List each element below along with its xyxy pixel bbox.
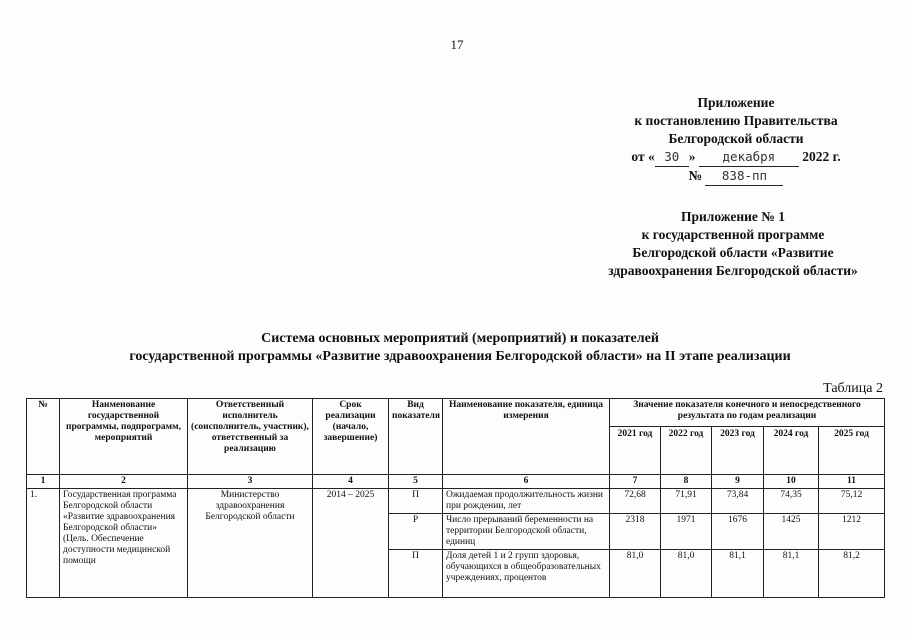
appendix-program-line2: к государственной программе [641,227,825,242]
row-value-2021: 72,68 [610,489,661,514]
column-number: 9 [712,475,764,489]
appendix-program-title: Приложение № 1 [681,209,785,224]
row-value-2025: 1212 [819,514,885,550]
row-value-2021: 81,0 [610,550,661,598]
header-indicator: Наименование показателя, единица измерения [443,399,610,475]
row-value-2023: 73,84 [712,489,764,514]
row-indicator-name: Ожидаемая продолжительность жизни при рождении, лет [443,489,610,514]
date-prefix: от « [631,149,655,164]
table-row [27,489,885,514]
row-executor: Министерство здравоохранения Белгородской области [188,489,313,598]
column-number: 2 [60,475,188,489]
column-number: 4 [313,475,389,489]
header-name: Наименование государственной программы, подпрограмм, мероприятий [60,399,188,475]
row-value-2022: 81,0 [661,550,712,598]
appendix-program-line4: здравоохранения Белгородской области» [608,263,858,278]
row-value-2023: 1676 [712,514,764,550]
header-year-2021: 2021 год [610,427,661,475]
row-period: 2014 – 2025 [313,489,389,598]
column-number: 1 [27,475,60,489]
appendix-program-line3: Белгородской области «Развитие [632,245,834,260]
header-values-group: Значение показателя конечного и непосредственного результата по годам реализации [610,399,885,427]
header-year-2025: 2025 год [819,427,885,475]
column-number: 10 [764,475,819,489]
date-day: 30 [655,148,689,167]
row-value-2022: 1971 [661,514,712,550]
appendix-main-line3: Белгородской области [668,131,804,146]
row-value-2021: 2318 [610,514,661,550]
row-indicator-name: Число прерываний беременности на территории Белгородской области, единиц [443,514,610,550]
header-year-2023: 2023 год [712,427,764,475]
row-value-2024: 1425 [764,514,819,550]
header-year-2024: 2024 год [764,427,819,475]
date-month: декабря [699,148,799,167]
column-number: 11 [819,475,885,489]
header-executor: Ответственный исполнитель (соисполнитель, участник), ответственный за реализацию [188,399,313,475]
appendix-main-title: Приложение [697,95,775,110]
appendix-main-date [611,148,861,167]
row-value-2024: 81,1 [764,550,819,598]
date-mid: » [688,149,696,164]
document-title-line2: государственной программы «Развитие здравоохранения Белгородской области» на II этапе реализации [129,349,791,364]
column-number: 3 [188,475,313,489]
table-label: Таблица 2 [823,381,883,396]
indicators-table [26,398,885,598]
appendix-program-block [583,208,883,280]
row-indicator-type: П [389,489,443,514]
date-year: 2022 г. [802,149,841,164]
header-num: № [27,399,60,475]
row-value-2022: 71,91 [661,489,712,514]
appendix-main-block [611,94,861,186]
document-title [40,330,880,366]
appendix-main-number [611,167,861,186]
row-value-2023: 81,1 [712,550,764,598]
column-number: 8 [661,475,712,489]
header-year-2022: 2022 год [661,427,712,475]
row-indicator-name: Доля детей 1 и 2 групп здоровья, обучающихся в общеобразовательных учреждениях, процентов [443,550,610,598]
page-number: 17 [450,37,464,52]
column-numbers-row [27,475,885,489]
column-number: 7 [610,475,661,489]
header-period: Срок реализации (начало, завершение) [313,399,389,475]
row-program-name: Государственная программа Белгородской области «Развитие здравоохранения Белгородской области» (Цель. Обеспечение доступности медицинской помощи [60,489,188,598]
header-type: Вид показателя [389,399,443,475]
row-indicator-type: П [389,550,443,598]
number-value: 838-пп [705,167,783,186]
document-title-line1: Система основных мероприятий (мероприятий) и показателей [261,331,659,346]
row-indicator-type: Р [389,514,443,550]
appendix-main-line2: к постановлению Правительства [634,113,838,128]
column-number: 6 [443,475,610,489]
row-value-2025: 81,2 [819,550,885,598]
column-number: 5 [389,475,443,489]
row-number: 1. [27,489,60,598]
number-prefix: № [688,168,703,183]
row-value-2024: 74,35 [764,489,819,514]
row-value-2025: 75,12 [819,489,885,514]
